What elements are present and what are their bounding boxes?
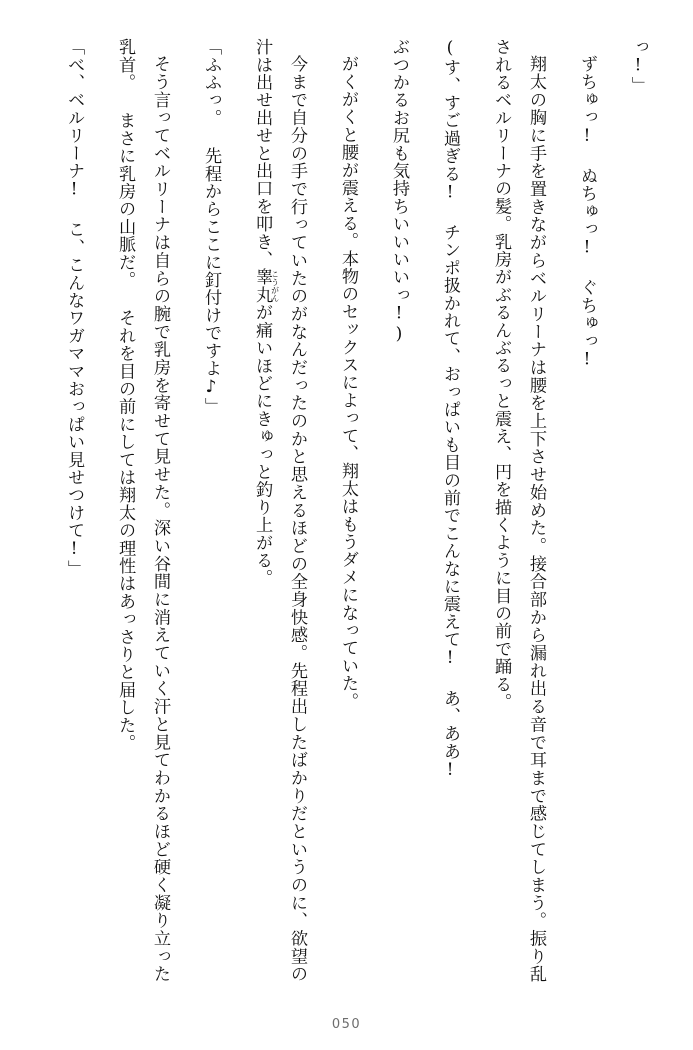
ruby-kougan: 睾丸こうがん (252, 268, 280, 304)
vertical-text-body (40, 38, 655, 983)
paragraph: そう言ってベルリーナは自らの腕で乳房を寄せて見せた。深い谷間に消えていく汗と見てわかるほど硬く凝り立った乳首。 まさに乳房の山脈だ。 それを目の前にしては翔太の理性はあっさりと届した。 (115, 38, 171, 983)
paragraph: がくがくと腰が震える。本物のセックスによって、翔太はもうダメになっていた。 (338, 55, 358, 711)
paragraph: 翔太の胸に手を置きながらベルリーナは腰を上下させ始めた。接合部から漏れ出る音で耳まで感じてしまう。振り乱されるベルリーナの髪。乳房がぶるんぶるっと震え、円を描くように目の前で踊る。 (491, 38, 546, 983)
paragraph: 「べ、ベルリーナ! こ、こんなワガママおっぱい見せつけて!」 (64, 38, 85, 578)
paragraph: ずちゅっ! ぬちゅっ! ぐちゅっ! (576, 55, 597, 371)
paragraph: (す、すご過ぎる! チンポ扱かれて、おっぱいも目の前でこんなに震えて! あ、ああ! (440, 38, 461, 781)
paragraph: 「ふふっ。 先程からここに釘付けですよ♪」 (201, 38, 222, 416)
ruby-reading: こうがん (270, 268, 280, 304)
page-number: 050 (331, 1017, 362, 1032)
paragraph: ぶつかるお尻も気持ちいいいいっ!) (389, 38, 410, 345)
paragraph-with-ruby: 今まで自分の手で行っていたのがなんだったのかと思えるほどの全身快感。先程出したばかりだというのに、欲望の汁は出せ出せと出口を叩き、睾丸こうがんが痛いほどにきゅっと釣り上がる。 (252, 38, 307, 983)
paragraph: っ!」 (628, 38, 648, 94)
